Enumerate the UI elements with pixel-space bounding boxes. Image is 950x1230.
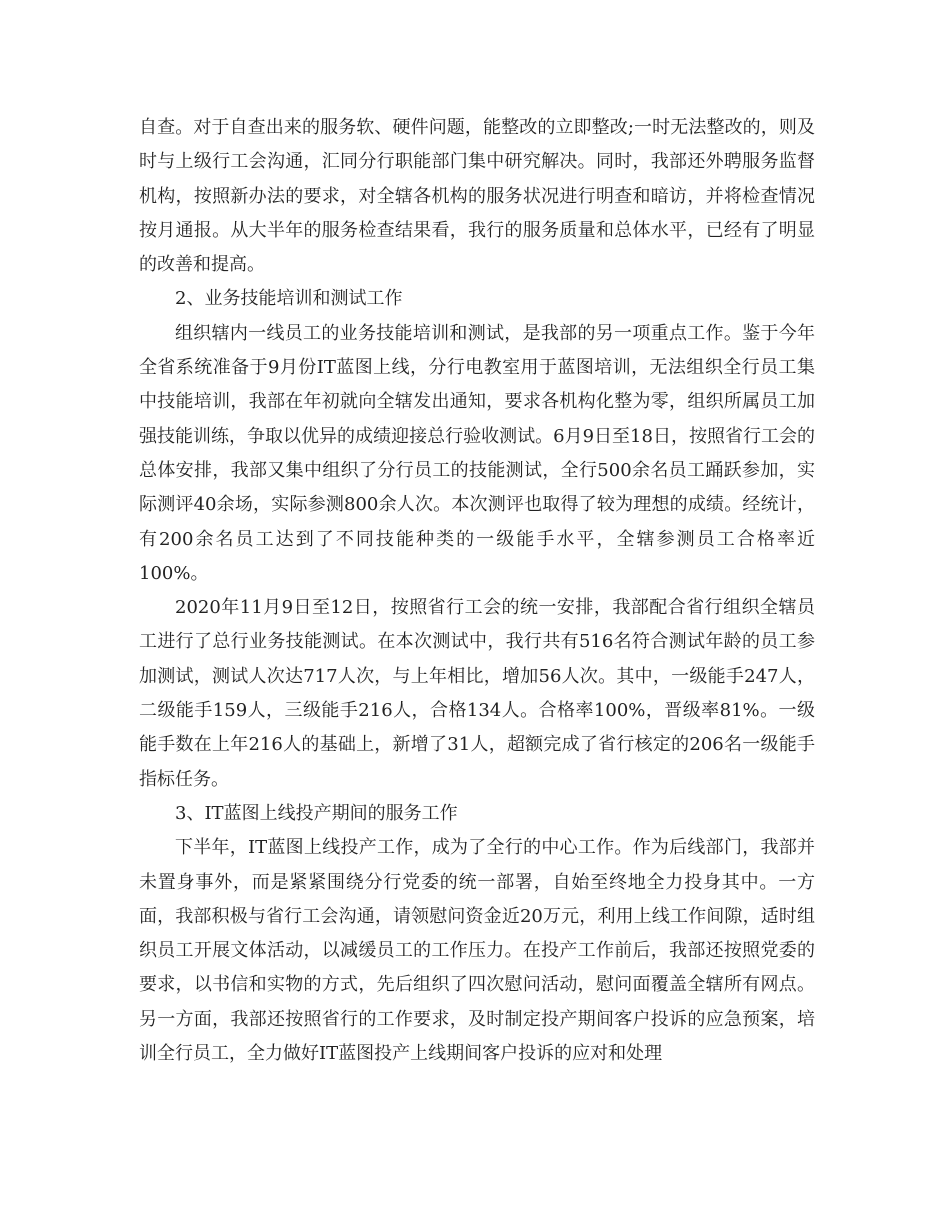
- paragraph-self-inspection: 自查。对于自查出来的服务软、硬件问题，能整改的立即整改;一时无法整改的，则及时与上级行工会沟通，汇同分行职能部门集中研究解决。同时，我部还外聘服务监督机构，按照新办法的要求，对全辖各机构的服务状况进行明查和暗访，并将检查情况按月通报。从大半年的服务检查结果看，我行的服务质量和总体水平，已经有了明显的改善和提高。: [139, 117, 815, 276]
- section-heading-it-blueprint: 3、IT蓝图上线投产期间的服务工作: [175, 802, 458, 824]
- paragraph-skills-test-results: 2020年11月9日至12日，按照省行工会的统一安排，我部配合省行组织全辖员工进行了总行业务技能测试。在本次测试中，我行共有516名符合测试年龄的员工参加测试，测试人次达717人次，与上年相比，增加56人次。其中，一级能手247人，二级能手159人，三级能手216人，合格134人。合格率100%，晋级率81%。一级能手数在上年216人的基础上，新增了31人，超额完成了省行核定的206名一级能手指标任务。: [139, 597, 815, 790]
- paragraph-skills-training: 组织辖内一线员工的业务技能培训和测试，是我部的另一项重点工作。鉴于今年全省系统准备于9月份IT蓝图上线，分行电教室用于蓝图培训，无法组织全行员工集中技能培训，我部在年初就向全辖发出通知，要求各机构化整为零，组织所属员工加强技能训练，争取以优异的成绩迎接总行验收测试。6月9日至18日，按照省行工会的总体安排，我部又集中组织了分行员工的技能测试，全行500余名员工踊跃参加，实际测评40余场，实际参测800余人次。本次测评也取得了较为理想的成绩。经统计，有200余名员工达到了不同技能种类的一级能手水平，全辖参测员工合格率近100%。: [139, 322, 815, 584]
- paragraph-it-blueprint-service: 下半年，IT蓝图上线投产工作，成为了全行的中心工作。作为后线部门，我部并未置身事外，而是紧紧围绕分行党委的统一部署，自始至终地全力投身其中。一方面，我部积极与省行工会沟通，请领慰问资金近20万元，利用上线工作间隙，适时组织员工开展文体活动，以减缓员工的工作压力。在投产工作前后，我部还按照党委的要求，以书信和实物的方式，先后组织了四次慰问活动，慰问面覆盖全辖所有网点。另一方面，我部还按照省行的工作要求，及时制定投产期间客户投诉的应急预案，培训全行员工，全力做好IT蓝图投产上线期间客户投诉的应对和处理: [139, 837, 815, 1065]
- document-body: [139, 111, 815, 1071]
- section-heading-skills-training: 2、业务技能培训和测试工作: [175, 288, 403, 310]
